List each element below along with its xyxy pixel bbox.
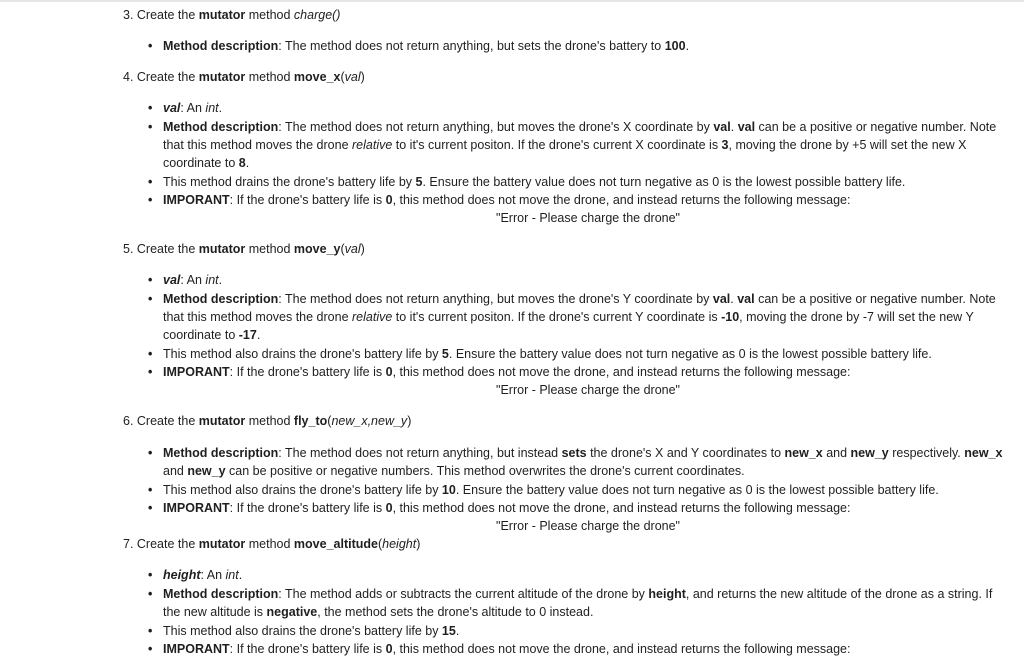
heading-move-y: 5. Create the mutator method move_y(val): [123, 242, 365, 256]
error-message: "Error - Please charge the drone": [496, 211, 680, 225]
list-item-param-val: • val: An int.: [148, 273, 223, 287]
list-item-move-altitude-important: • IMPORANT: If the drone's battery life is 0, this method does not move the drone, and instead returns the following message:: [148, 642, 851, 656]
heading-charge: 3. Create the mutator method charge(): [123, 8, 341, 22]
top-divider: [0, 0, 1024, 2]
heading-move-altitude: 7. Create the mutator method move_altitude(height): [123, 537, 421, 551]
list-item-move-altitude-drain: • This method also drains the drone's battery life by 15.: [148, 624, 460, 638]
error-message: "Error - Please charge the drone": [496, 519, 680, 533]
heading-fly-to: 6. Create the mutator method fly_to(new_x,new_y): [123, 414, 412, 428]
list-item-charge-description: • Method description: The method does not return anything, but sets the drone's battery to 100.: [148, 39, 690, 53]
list-item-move-altitude-description: • Method description: The method adds or subtracts the current altitude of the drone by height, and returns the new altitude of the drone as a string. If the new altitude is negative, the method sets the drone's altitude to 0 instead.: [148, 587, 993, 619]
list-item-fly-to-drain: • This method also drains the drone's battery life by 10. Ensure the battery value does not turn negative as 0 is the lowest possible battery life.: [148, 483, 939, 497]
list-item-fly-to-description: • Method description: The method does not return anything, but instead sets the drone's X and Y coordinates to new_x and new_y respectively. new_x and new_y can be positive or negative numbers. This method overwrites the drone's current coordinates.: [148, 446, 1003, 478]
error-message: "Error - Please charge the drone": [496, 383, 680, 397]
list-item-move-x-important: • IMPORANT: If the drone's battery life is 0, this method does not move the drone, and instead returns the following message:: [148, 193, 851, 207]
list-item-move-y-description: • Method description: The method does not return anything, but moves the drone's Y coordinate by val. val can be a positive or negative number. Note that this method moves the drone relative to it's current positon. If the drone's current Y coordinate is -10, moving the drone by -7 will set the new Y coordinate to -17.: [148, 292, 996, 342]
list-item-param-height: • height: An int.: [148, 568, 243, 582]
list-item-param-val: • val: An int.: [148, 101, 223, 115]
list-item-move-y-important: • IMPORANT: If the drone's battery life is 0, this method does not move the drone, and instead returns the following message:: [148, 365, 851, 379]
list-item-fly-to-important: • IMPORANT: If the drone's battery life is 0, this method does not move the drone, and instead returns the following message:: [148, 501, 851, 515]
heading-move-x: 4. Create the mutator method move_x(val): [123, 70, 365, 84]
list-item-move-y-drain: • This method also drains the drone's battery life by 5. Ensure the battery value does not turn negative as 0 is the lowest possible battery life.: [148, 347, 932, 361]
list-item-move-x-drain: • This method drains the drone's battery life by 5. Ensure the battery value does not turn negative as 0 is the lowest possible battery life.: [148, 175, 906, 189]
list-item-move-x-description: • Method description: The method does not return anything, but moves the drone's X coordinate by val. val can be a positive or negative number. Note that this method moves the drone relative to it's current positon. If the drone's current X coordinate is 3, moving the drone by +5 will set the new X coordinate to 8.: [148, 120, 997, 170]
